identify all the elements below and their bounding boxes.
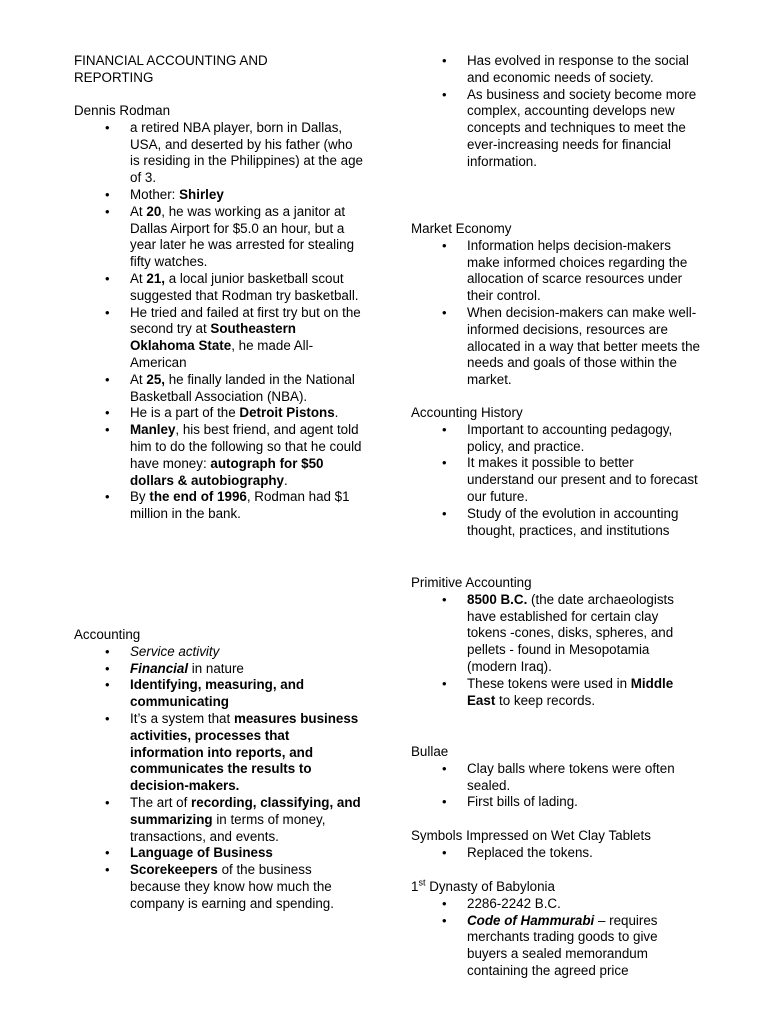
item-text: Mother: (130, 186, 180, 202)
item-text: (the date archaeologists have established for certain clay tokens -cones, disks, spheres, and pellets - found in Mesopotamia (modern Iraq). (467, 591, 674, 674)
bullet-list (74, 120, 364, 523)
bullet-list (411, 238, 701, 389)
emphasized-text: autograph for $50 dollars & autobiography (130, 455, 324, 488)
heading-superscript: st (418, 877, 426, 888)
list-item (74, 677, 364, 711)
emphasized-text: 21, (146, 270, 165, 286)
item-text: As business and society become more complex, accounting develops new concepts and techniques to meet the ever-increasing needs for financial information. (467, 86, 697, 169)
emphasized-text: recording, classifying, and summarizing (130, 794, 361, 827)
section-heading: Accounting (74, 627, 141, 642)
section-heading: Primitive Accounting (411, 575, 532, 590)
item-text: Information helps decision-makers make informed choices regarding the allocation of scarce resources under their control. (467, 237, 688, 304)
emphasized-text: 20 (146, 203, 162, 219)
item-text: . (334, 405, 339, 421)
list-item (74, 489, 364, 523)
item-text: Important to accounting pedagogy, policy, and practice. (467, 421, 673, 454)
item-text: in terms of money, transactions, and events. (130, 811, 326, 844)
section-accounting (74, 627, 364, 913)
list-item (411, 506, 701, 540)
item-text: a local junior basketball scout suggested that Rodman try basketball. (130, 270, 359, 303)
section-bullae (411, 744, 701, 811)
item-text: , he made All-American (130, 338, 314, 370)
item-text: Replaced the tokens. (467, 844, 593, 860)
emphasized-text: 8500 B.C. (467, 591, 528, 607)
emphasized-text: 25, (146, 371, 165, 387)
emphasized-text: Manley (130, 422, 176, 438)
bullet-list (411, 845, 701, 862)
item-text: , his best friend, and agent told him to do the following so that he could have money: (130, 422, 362, 471)
section-heading: Market Economy (411, 221, 512, 236)
list-item (411, 592, 701, 676)
list-item (411, 87, 701, 171)
item-text: Clay balls where tokens were often sealed. (467, 760, 675, 793)
item-text: He is a part of the (130, 405, 240, 421)
item-text: At (130, 371, 147, 387)
emphasized-text: Shirley (179, 186, 224, 202)
emphasized-text: Middle East (467, 675, 674, 708)
item-text: The art of (130, 794, 192, 810)
list-item (74, 120, 364, 187)
section-dennis-rodman (74, 103, 364, 523)
item-text: It makes it possible to better understand our present and to forecast our future. (467, 455, 698, 504)
item-text: He tried and failed at first try but on the second try at (130, 304, 361, 337)
document-title: FINANCIAL ACCOUNTING AND REPORTING (74, 53, 268, 85)
list-item (411, 676, 701, 710)
list-item (74, 271, 364, 305)
section-babylonia (411, 879, 701, 980)
emphasized-text: Scorekeepers (130, 862, 218, 878)
list-item (74, 711, 364, 795)
item-text: of the business because they know how much the company is earning and spending. (130, 862, 334, 911)
emphasized-text: Language of Business (130, 845, 273, 861)
list-item (74, 661, 364, 678)
heading-text: Dynasty of Babylonia (425, 879, 555, 894)
bullet-list (411, 761, 701, 811)
list-item (74, 422, 364, 489)
item-text: It’s a system that (130, 710, 234, 726)
list-item (411, 761, 701, 795)
list-item (74, 644, 364, 661)
item-text: , he was working as a janitor at Dallas Airport for $5.0 an hour, but a year later he was arrested for stealing fifty watches. (130, 203, 355, 270)
list-item (74, 187, 364, 204)
section-heading: Bullae (411, 744, 449, 759)
list-item (411, 913, 701, 980)
item-text: At (130, 270, 147, 286)
section-heading (411, 879, 701, 896)
item-text: Has evolved in response to the social and economic needs of society. (467, 53, 689, 85)
list-item (411, 845, 701, 862)
item-text: These tokens were used in (467, 675, 631, 691)
item-text: , Rodman had $1 million in the bank. (130, 489, 350, 522)
section-primitive-accounting (411, 575, 701, 709)
list-item (74, 845, 364, 862)
list-item (74, 305, 364, 372)
list-item (411, 896, 701, 913)
item-text: First bills of lading. (467, 794, 578, 810)
bullet-list (411, 592, 701, 710)
emphasized-text: Financial (130, 660, 189, 676)
item-text: . (284, 472, 288, 488)
item-text: When decision-makers can make well-informed decisions, resources are allocated in a way that better meets the needs and goals of those within the market. (467, 304, 700, 388)
item-text: he finally landed in the National Basketball Association (NBA). (130, 371, 355, 404)
section-heading: Dennis Rodman (74, 103, 171, 118)
list-item (74, 204, 364, 271)
section-heading: Symbols Impressed on Wet Clay Tablets (411, 828, 651, 843)
item-text: to keep records. (495, 692, 596, 708)
item-text: a retired NBA player, born in Dallas, USA, and deserted by his father (who is residing in the Philippines) at the age of 3. (130, 119, 363, 186)
section-heading: Accounting History (411, 405, 523, 420)
item-text: By (130, 489, 150, 505)
list-item (411, 794, 701, 811)
list-item (74, 405, 364, 422)
section-market-economy (411, 221, 701, 389)
emphasized-text: Identifying, measuring, and communicating (130, 677, 305, 710)
list-item (411, 238, 701, 305)
emphasized-text: Southeastern Oklahoma State (130, 321, 296, 354)
section-accounting-history (411, 405, 701, 539)
bullet-list (411, 422, 701, 540)
bullet-list (74, 644, 364, 913)
emphasized-text: Detroit Pistons (239, 405, 335, 421)
list-item (74, 862, 364, 912)
emphasized-text: Service activity (130, 643, 220, 659)
bullet-list (411, 896, 701, 980)
bullet-list (411, 53, 701, 171)
list-item (411, 53, 701, 87)
list-item (411, 455, 701, 505)
section-intro (411, 53, 701, 171)
list-item (74, 795, 364, 845)
item-text: At (130, 203, 147, 219)
section-clay-tablets (411, 828, 701, 862)
list-item (74, 372, 364, 406)
emphasized-text: the end of 1996 (149, 489, 247, 505)
item-text: in nature (188, 660, 244, 676)
emphasized-text: Code of Hammurabi (467, 912, 595, 928)
item-text: – requires merchants trading goods to give buyers a sealed memorandum containing the agreed price (467, 912, 658, 978)
list-item (411, 422, 701, 456)
heading-number: 1 (411, 879, 419, 894)
list-item (411, 305, 701, 389)
item-text: 2286-2242 B.C. (467, 895, 561, 911)
item-text: Study of the evolution in accounting thought, practices, and institutions (467, 505, 679, 538)
emphasized-text: measures business activities, processes that information into reports, and communicates the results to decision-makers. (130, 710, 359, 794)
